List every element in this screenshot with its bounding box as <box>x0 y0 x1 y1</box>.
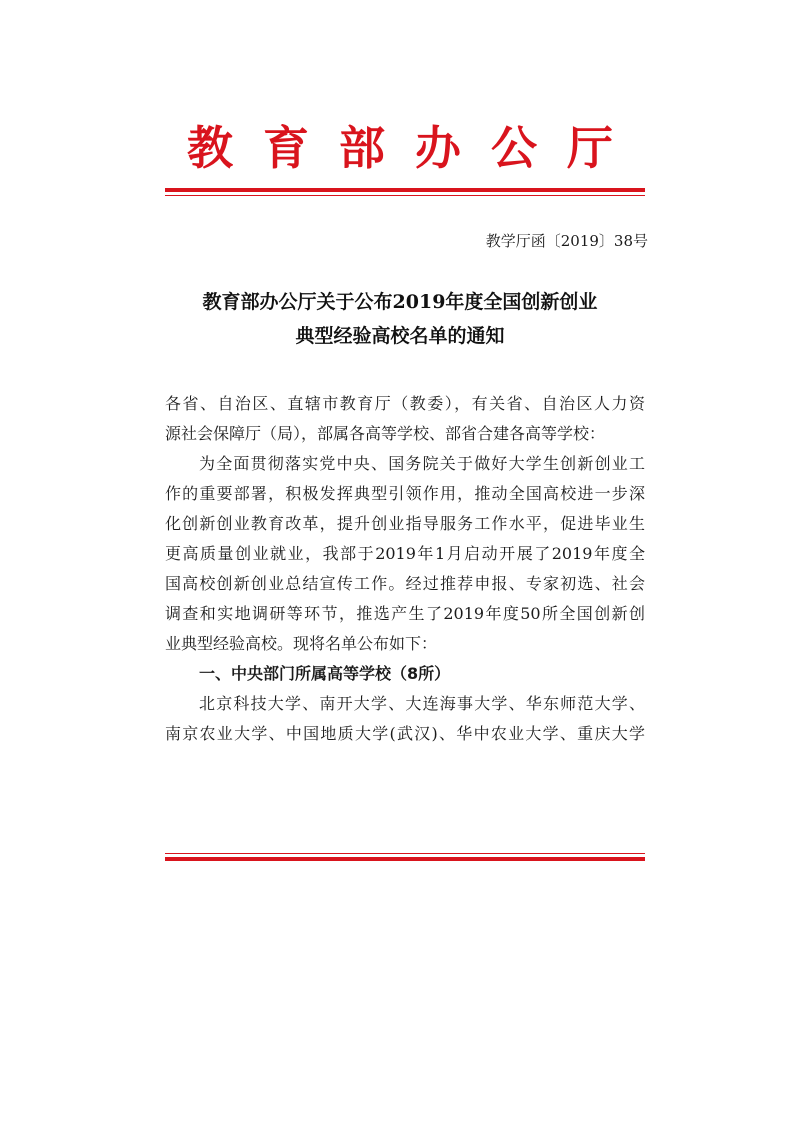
footer-red-rule-thin <box>165 853 645 854</box>
paragraph-line: 国高校创新创业总结宣传工作。经过推荐申报、专家初选、社会 <box>165 574 645 593</box>
document-title-line-1: 教育部办公厅关于公布2019年度全国创新创业 <box>202 291 598 313</box>
document-number: 教学厅函〔2019〕38号 <box>485 232 648 250</box>
paragraph-line: 更高质量创业就业，我部于2019年1月启动开展了2019年度全 <box>165 544 645 563</box>
document-body <box>165 389 645 749</box>
letterhead-org-name: 教育部办公厅 <box>187 121 643 175</box>
paragraph-line: 调查和实地调研等环节，推选产生了2019年度50所全国创新创 <box>165 604 645 623</box>
letterhead-red-rule-thin <box>165 195 645 196</box>
paragraph-line: 化创新创业教育改革，提升创业指导服务工作水平，促进毕业生 <box>165 514 645 533</box>
paragraph-line: 业典型经验高校。现将名单公布如下： <box>165 634 438 653</box>
salutation-line: 源社会保障厅（局），部属各高等学校、部省合建各高等学校： <box>165 424 606 443</box>
letterhead-red-rule-thick <box>165 188 645 192</box>
paragraph-line: 作的重要部署，积极发挥典型引领作用，推动全国高校进一步深 <box>165 484 645 503</box>
document-title-line-2: 典型经验高校名单的通知 <box>295 325 505 347</box>
section-heading: 一、中央部门所属高等学校（8所） <box>199 664 451 683</box>
paragraph-line: 为全面贯彻落实党中央、国务院关于做好大学生创新创业工 <box>199 454 645 473</box>
university-list-line: 南京农业大学、中国地质大学(武汉)、华中农业大学、重庆大学 <box>165 724 645 743</box>
salutation-line: 各省、自治区、直辖市教育厅（教委），有关省、自治区人力资 <box>165 394 645 413</box>
university-list-line: 北京科技大学、南开大学、大连海事大学、华东师范大学、 <box>199 694 645 713</box>
footer-red-rule-thick <box>165 857 645 861</box>
